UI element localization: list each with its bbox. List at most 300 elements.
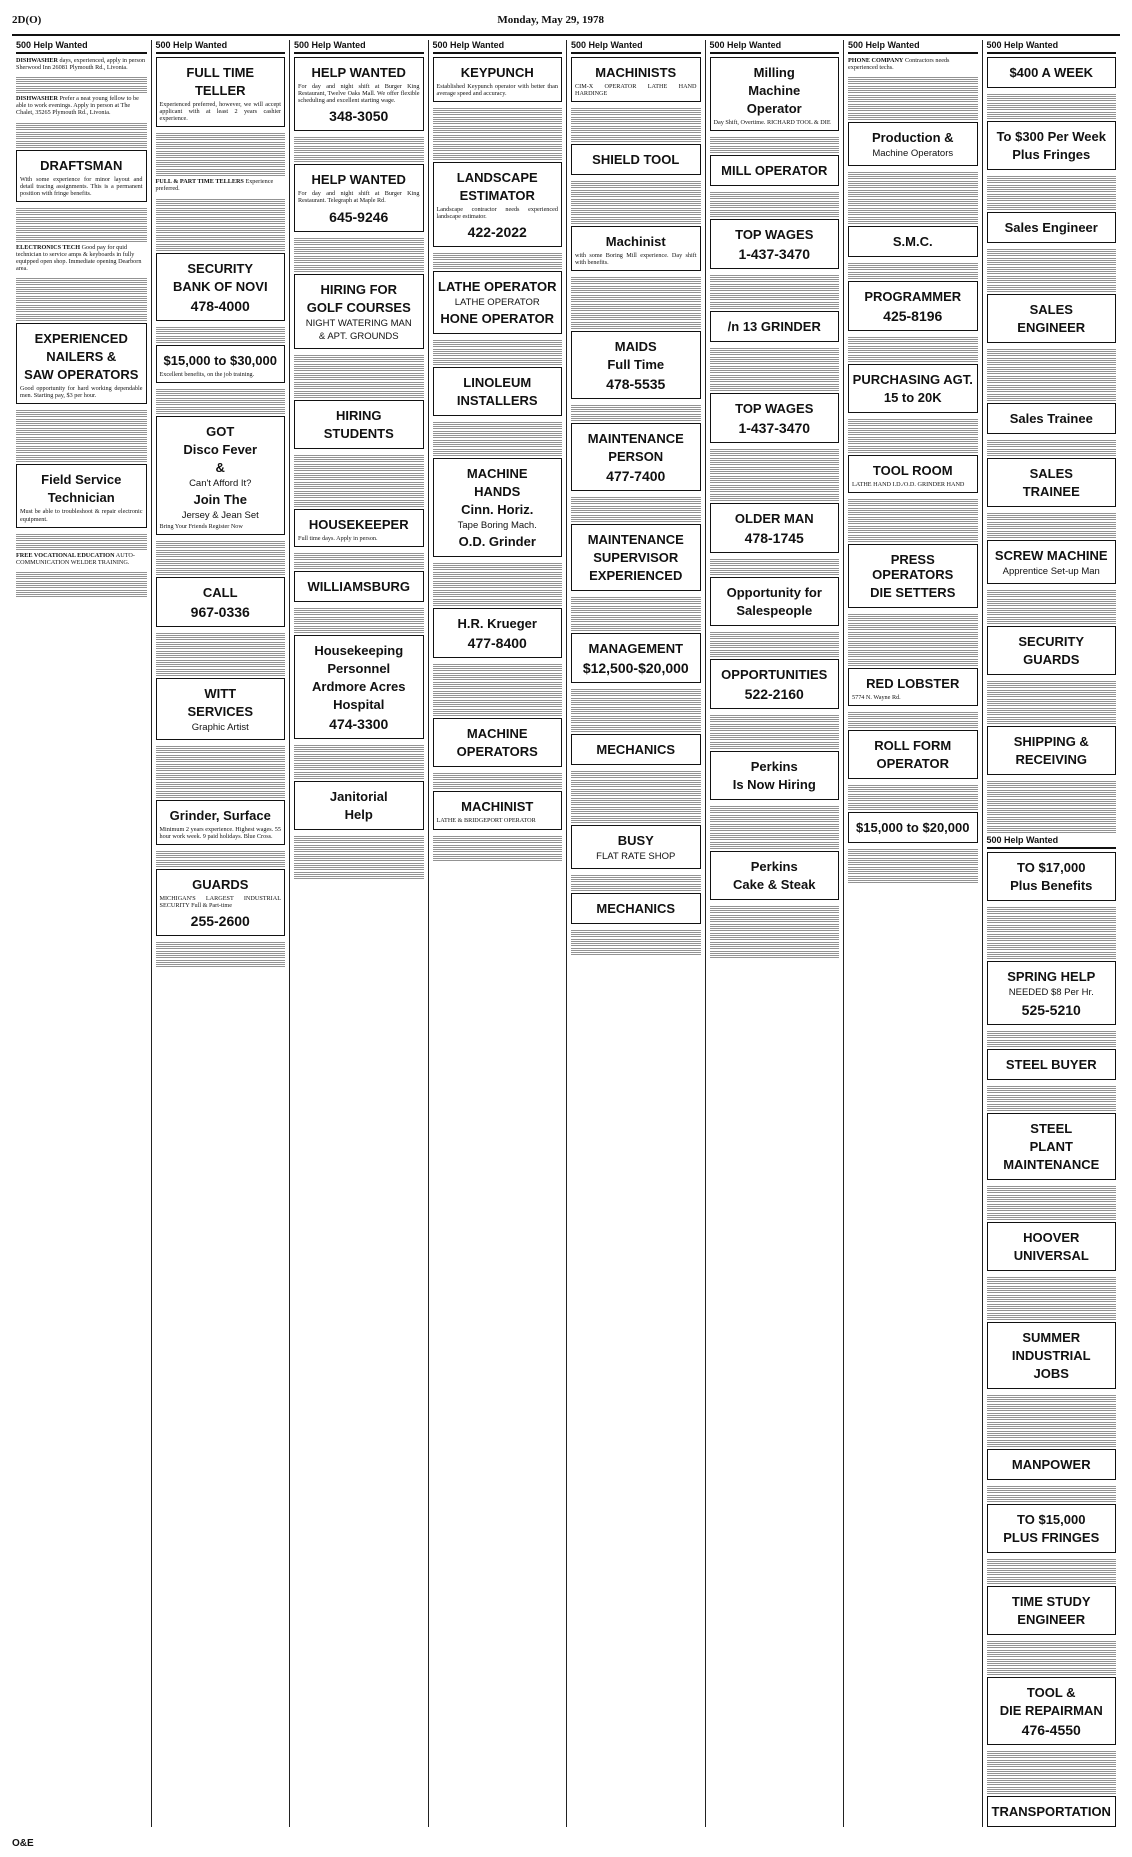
ad-headline: SALES (1029, 302, 1073, 318)
fine-print-lines (571, 277, 701, 284)
classified-ad (848, 812, 978, 843)
ad-headline: TO $17,000 (1017, 860, 1086, 876)
fine-print-lines (294, 491, 424, 498)
fine-print-lines (710, 201, 840, 208)
fine-print-lines (848, 217, 978, 224)
classified-ad (987, 1586, 1117, 1635)
fine-print-lines (294, 137, 424, 144)
ad-headline: TRAINEE (1022, 484, 1080, 500)
fine-print-lines (987, 1104, 1117, 1111)
fine-print-lines (156, 133, 286, 140)
ad-body: Good pay for quid technician to service amps & keyboards in fully equipped open shop. Immediate opening Dearborn area. (16, 243, 142, 273)
ad-headline: LANDSCAPE (456, 170, 538, 186)
fine-print-lines (571, 322, 701, 329)
fine-print-lines (571, 716, 701, 723)
fine-print-lines (710, 824, 840, 831)
fine-print-lines (710, 302, 840, 309)
fine-print-lines (16, 419, 147, 426)
ad-headline: Is Now Hiring (732, 777, 816, 793)
ad-phone: 422-2022 (467, 224, 527, 241)
fine-print-lines (848, 95, 978, 102)
ad-headline: WILLIAMSBURG (307, 578, 411, 594)
fine-print-lines (848, 77, 978, 84)
ad-headline: MAINTENANCE (1003, 1157, 1100, 1173)
fine-print-lines (987, 276, 1117, 283)
ad-headline: Full Time (607, 357, 665, 373)
ad-headline: Opportunity for (726, 585, 822, 601)
fine-print-lines (16, 305, 147, 312)
fine-print-lines (710, 833, 840, 840)
ad-headline: Tape Boring Mach. (457, 520, 537, 532)
page-header (12, 6, 1120, 36)
classified-ad (987, 121, 1117, 170)
fine-print-lines (710, 650, 840, 657)
classified-ad (294, 400, 424, 449)
ad-headline: JOBS (1033, 1366, 1069, 1382)
fine-print-lines (433, 108, 563, 115)
fine-print-lines (571, 875, 701, 882)
ad-phone: 1-437-3470 (738, 420, 811, 437)
ad-headline: MECHANICS (596, 901, 676, 917)
fine-print-lines (433, 581, 563, 588)
fine-print-lines (710, 375, 840, 382)
ad-headline: FLAT RATE SHOP (596, 851, 676, 863)
fine-print-lines (433, 590, 563, 597)
fine-print-lines (987, 699, 1117, 706)
classified-ad (571, 524, 701, 591)
fine-print-lines (987, 203, 1117, 210)
fine-print-lines (433, 563, 563, 570)
fine-print-lines (294, 626, 424, 633)
ad-phone: 255-2600 (190, 913, 250, 930)
fine-print-lines (16, 217, 147, 224)
fine-print-lines (16, 278, 147, 285)
fine-print-lines (848, 337, 978, 344)
classified-ad (294, 635, 424, 739)
ad-headline: MAINTENANCE (587, 532, 684, 548)
fine-print-lines (987, 522, 1117, 529)
ad-body: AUTO-COMMUNICATION WELDER TRAINING. (16, 551, 135, 566)
ad-headline: Grinder, Surface (169, 807, 271, 823)
classified-ad (987, 1677, 1117, 1745)
fine-print-lines (987, 799, 1117, 806)
fine-print-lines (294, 455, 424, 462)
ad-headline: Plus Fringes (1012, 147, 1091, 163)
fine-print-lines (433, 773, 563, 780)
fine-print-lines (710, 449, 840, 456)
fine-print-lines (16, 86, 147, 93)
classified-ad (16, 95, 147, 116)
fine-print-lines (848, 614, 978, 621)
fine-print-lines (16, 77, 147, 84)
fine-print-lines (987, 513, 1117, 520)
fine-print-lines (433, 599, 563, 606)
classified-ad (571, 331, 701, 399)
fine-print-lines (987, 358, 1117, 365)
ad-headline: SPRING HELP (1007, 969, 1096, 985)
fine-print-lines (571, 126, 701, 133)
fine-print-lines (987, 617, 1117, 624)
ad-headline: ROLL FORM (874, 738, 952, 754)
ad-headline: PRESS OPERATORS (872, 552, 954, 583)
ad-headline: SHIELD TOOL (592, 152, 680, 168)
fine-print-lines (987, 385, 1117, 392)
fine-print-lines (848, 208, 978, 215)
ad-headline: TOOL ROOM (872, 463, 953, 479)
ad-headline: OPERATOR (876, 756, 949, 772)
fine-print-lines (156, 327, 286, 334)
ad-headline: Machinist (605, 234, 666, 250)
fine-print-lines (571, 135, 701, 142)
fine-print-lines (987, 952, 1117, 959)
ad-headline: DIE REPAIRMAN (999, 1703, 1103, 1719)
fine-print-lines (987, 94, 1117, 101)
fine-print-lines (710, 568, 840, 575)
fine-print-lines (156, 633, 286, 640)
ad-headline: GOT (206, 423, 235, 439)
fine-print-lines (156, 550, 286, 557)
classified-ad (987, 1049, 1117, 1080)
classified-ad (987, 852, 1117, 901)
classified-column (12, 40, 151, 1827)
ad-headline: Hospital (333, 696, 385, 712)
ad-headline: HELP WANTED (311, 65, 406, 81)
classified-ad (571, 825, 701, 869)
fine-print-lines (710, 815, 840, 822)
fine-print-lines (16, 446, 147, 453)
fine-print-lines (156, 199, 286, 206)
fine-print-lines (987, 1641, 1117, 1648)
fine-print-lines (848, 849, 978, 856)
ad-headline: NAILERS & (46, 349, 117, 365)
fine-print-lines (710, 951, 840, 958)
fine-print-lines (987, 1650, 1117, 1657)
fine-print-lines (433, 117, 563, 124)
fine-print-lines (710, 906, 840, 913)
ad-headline: Help (344, 806, 373, 822)
fine-print-lines (571, 190, 701, 197)
fine-print-lines (156, 389, 286, 396)
fine-print-lines (16, 226, 147, 233)
classified-ad (433, 367, 563, 416)
fine-print-lines (848, 263, 978, 270)
classified-ad (710, 577, 840, 626)
fine-print-lines (294, 863, 424, 870)
ad-headline: Graphic Artist (191, 721, 249, 733)
fine-print-lines (156, 160, 286, 167)
fine-print-lines (987, 916, 1117, 923)
fine-print-lines (987, 1204, 1117, 1211)
classified-ad (710, 751, 840, 800)
fine-print-lines (571, 286, 701, 293)
ad-headline: TIME STUDY (1011, 1594, 1091, 1610)
fine-print-lines (294, 482, 424, 489)
fine-print-lines (433, 691, 563, 698)
ad-headline: O.D. Grinder (458, 534, 536, 550)
fine-print-lines (987, 1086, 1117, 1093)
ad-lead: FULL & PART TIME TELLERS (155, 178, 244, 186)
fine-print-lines (16, 455, 147, 462)
fine-print-lines (987, 1577, 1117, 1584)
ad-body: with some Boring Mill experience. Day shift with benefits. (575, 252, 697, 267)
ad-headline: HELP WANTED (311, 172, 406, 188)
classified-ad (156, 577, 286, 627)
page-section-code: 2D(O) (12, 14, 42, 26)
fine-print-lines (848, 785, 978, 792)
ad-headline: LATHE OPERATOR (438, 279, 557, 295)
fine-print-lines (16, 235, 147, 242)
ad-headline: SHIPPING & (1013, 734, 1089, 750)
fine-print-lines (571, 948, 701, 955)
fine-print-lines (987, 790, 1117, 797)
fine-print-lines (987, 907, 1117, 914)
ad-headline: OLDER MAN (734, 511, 814, 527)
fine-print-lines (571, 304, 701, 311)
classified-column (982, 40, 1121, 1827)
classified-ad (433, 162, 563, 247)
classified-ad (16, 552, 147, 566)
ad-headline: MANAGEMENT (588, 641, 684, 657)
ad-headline: NEEDED $8 Per Hr. (1008, 987, 1094, 999)
fine-print-lines (294, 772, 424, 779)
fine-print-lines (294, 745, 424, 752)
ad-headline: STEEL (1030, 1121, 1073, 1137)
fine-print-lines (848, 526, 978, 533)
fine-print-lines (294, 500, 424, 507)
fine-print-lines (16, 141, 147, 148)
classified-column (566, 40, 705, 1827)
ad-lead: DISHWASHER (16, 95, 58, 103)
fine-print-lines (987, 1668, 1117, 1675)
fine-print-lines (710, 476, 840, 483)
fine-print-lines (156, 235, 286, 242)
ad-phone: 477-8400 (467, 635, 527, 652)
fine-print-lines (987, 394, 1117, 401)
classified-ad (848, 122, 978, 166)
fine-print-lines (433, 253, 563, 260)
fine-print-lines (433, 664, 563, 671)
ad-headline: $15,000 to $20,000 (856, 820, 970, 836)
ad-headline: MAINTENANCE (587, 431, 684, 447)
classified-ad (16, 150, 147, 202)
ad-headline: MACHINISTS (595, 65, 677, 81)
fine-print-lines (571, 689, 701, 696)
fine-print-lines (571, 295, 701, 302)
classified-ad (571, 734, 701, 765)
ad-phone: 967-0336 (190, 603, 250, 620)
ad-headline: WITT (204, 685, 237, 701)
classified-ad (848, 668, 978, 706)
classified-ad (987, 540, 1117, 584)
fine-print-lines (294, 754, 424, 761)
ad-body: Minimum 2 years experience. Highest wages. 55 hour work week. 9 paid holidays. Blue Cross. (159, 825, 281, 840)
classified-ad (294, 57, 424, 131)
classified-ad (156, 345, 286, 383)
column-heading: 500 Help Wanted (987, 40, 1117, 54)
classified-ad (987, 1449, 1117, 1480)
column-heading: 500 Help Wanted (987, 835, 1117, 849)
column-heading: 500 Help Wanted (710, 40, 840, 54)
fine-print-lines (294, 854, 424, 861)
fine-print-lines (433, 144, 563, 151)
page-date: Monday, May 29, 1978 (497, 14, 604, 26)
ad-headline: OPPORTUNITIES (721, 667, 828, 683)
classified-ad (987, 726, 1117, 775)
fine-print-lines (156, 208, 286, 215)
ad-body: Prefer a neat young fellow to be able to work evenings. Apply in person at The Chalet, 35265 Plymouth Rd., Livonia. (16, 95, 139, 117)
fine-print-lines (571, 698, 701, 705)
fine-print-lines (987, 808, 1117, 815)
ad-headline: 15 to 20K (883, 390, 942, 406)
ad-headline: RED LOBSTER (866, 676, 960, 692)
classified-ad (294, 274, 424, 349)
ad-body: 5774 N. Wayne Rd. (852, 694, 901, 702)
fine-print-lines (987, 717, 1117, 724)
fine-print-lines (987, 176, 1117, 183)
fine-print-lines (156, 169, 286, 176)
fine-print-lines (571, 217, 701, 224)
classified-ad (848, 57, 978, 71)
fine-print-lines (987, 1486, 1117, 1493)
fine-print-lines (848, 446, 978, 453)
classified-ad (987, 294, 1117, 343)
fine-print-lines (987, 1213, 1117, 1220)
fine-print-lines (571, 313, 701, 320)
fine-print-lines (156, 244, 286, 251)
classified-ad (710, 851, 840, 900)
fine-print-lines (987, 681, 1117, 688)
fine-print-lines (848, 104, 978, 111)
ad-headline: FULL TIME (186, 65, 255, 81)
fine-print-lines (294, 146, 424, 153)
fine-print-lines (848, 190, 978, 197)
ad-headline: $400 A WEEK (1009, 65, 1094, 81)
ad-body: For day and night shift at Burger King Restaurant, Twelve Oaks Mall. We offer flexible scheduling and excellent starting wage. (298, 83, 420, 105)
fine-print-lines (294, 464, 424, 471)
fine-print-lines (987, 1422, 1117, 1429)
ad-phone: 348-3050 (329, 108, 389, 125)
ad-headline: Salespeople (736, 603, 813, 619)
fine-print-lines (156, 860, 286, 867)
ad-headline: TELLER (194, 83, 246, 99)
fine-print-lines (710, 458, 840, 465)
fine-print-lines (848, 858, 978, 865)
ad-headline: SUMMER (1022, 1330, 1081, 1346)
ad-headline: MACHINE (466, 466, 528, 482)
fine-print-lines (433, 682, 563, 689)
classified-ad (710, 393, 840, 443)
fine-print-lines (987, 1095, 1117, 1102)
fine-print-lines (987, 943, 1117, 950)
ad-headline: Can't Afford It? (189, 477, 252, 489)
fine-print-lines (433, 572, 563, 579)
ad-headline: Machine Operators (872, 148, 954, 160)
ad-body: days, experienced, apply in person Sherwood Inn 26081 Plymouth Rd., Livonia. (16, 57, 146, 72)
fine-print-lines (433, 709, 563, 716)
classified-ad (156, 800, 286, 845)
fine-print-lines (571, 515, 701, 522)
classified-ad (710, 659, 840, 709)
ad-headline: SCREW MACHINE (994, 548, 1108, 564)
ad-phone: 522-2160 (744, 686, 804, 703)
fine-print-lines (987, 599, 1117, 606)
fine-print-lines (987, 1440, 1117, 1447)
ad-headline: ESTIMATOR (459, 188, 535, 204)
ad-headline: & APT. GROUNDS (318, 330, 399, 342)
ad-headline: Janitorial (329, 788, 388, 804)
fine-print-lines (987, 1778, 1117, 1785)
classified-ad (433, 718, 563, 767)
classified-ad (433, 791, 563, 829)
fine-print-lines (571, 624, 701, 631)
fine-print-lines (710, 942, 840, 949)
ad-headline: S.M.C. (892, 234, 933, 250)
fine-print-lines (987, 925, 1117, 932)
fine-print-lines (987, 781, 1117, 788)
ad-headline: MANPOWER (1011, 1457, 1091, 1473)
fine-print-lines (848, 272, 978, 279)
ad-body: Bring Your Friends Register Now (159, 522, 243, 530)
ad-body: Full time days. Apply in person. (298, 534, 378, 542)
classified-column (289, 40, 428, 1827)
ad-headline: TO $15,000 (1017, 1512, 1086, 1528)
fine-print-lines (294, 872, 424, 879)
classified-ad (294, 164, 424, 231)
fine-print-lines (987, 1568, 1117, 1575)
fine-print-lines (571, 108, 701, 115)
ad-headline: Machine (748, 83, 801, 99)
classified-column (705, 40, 844, 1827)
fine-print-lines (433, 126, 563, 133)
classified-ad (156, 678, 286, 740)
classified-ad (987, 1504, 1117, 1553)
fine-print-lines (571, 930, 701, 937)
fine-print-lines (987, 1431, 1117, 1438)
fine-print-lines (987, 1186, 1117, 1193)
fine-print-lines (294, 763, 424, 770)
fine-print-lines (848, 181, 978, 188)
fine-print-lines (16, 428, 147, 435)
fine-print-lines (156, 942, 286, 949)
classified-ad (710, 219, 840, 269)
fine-print-lines (848, 113, 978, 120)
classified-ad (710, 503, 840, 553)
ad-lead: FREE VOCATIONAL EDUCATION (16, 551, 115, 559)
fine-print-lines (433, 262, 563, 269)
classified-ad (156, 178, 286, 192)
classified-ad (16, 244, 147, 272)
fine-print-lines (987, 440, 1117, 447)
ad-headline: TOP WAGES (735, 401, 814, 417)
fine-print-lines (710, 715, 840, 722)
ad-headline: TRANSPORTATION (991, 1804, 1111, 1820)
ad-headline: Plus Benefits (1010, 878, 1093, 894)
classified-ad (848, 730, 978, 779)
fine-print-lines (987, 103, 1117, 110)
ad-headline: DRAFTSMAN (40, 157, 123, 173)
fine-print-lines (848, 419, 978, 426)
fine-print-lines (156, 746, 286, 753)
classified-ad (848, 364, 978, 413)
fine-print-lines (156, 226, 286, 233)
classified-ad (571, 226, 701, 271)
fine-print-lines (294, 391, 424, 398)
ad-body: Experienced preferred, however, we will accept applicant with at least 2 years cashier experience. (159, 101, 281, 123)
ad-headline: NIGHT WATERING MAN (305, 317, 412, 329)
ad-body: LATHE HAND I.D./O.D. GRINDER HAND (852, 481, 965, 489)
ad-headline: MACHINIST (461, 799, 534, 815)
ad-headline: Operator (746, 101, 802, 117)
